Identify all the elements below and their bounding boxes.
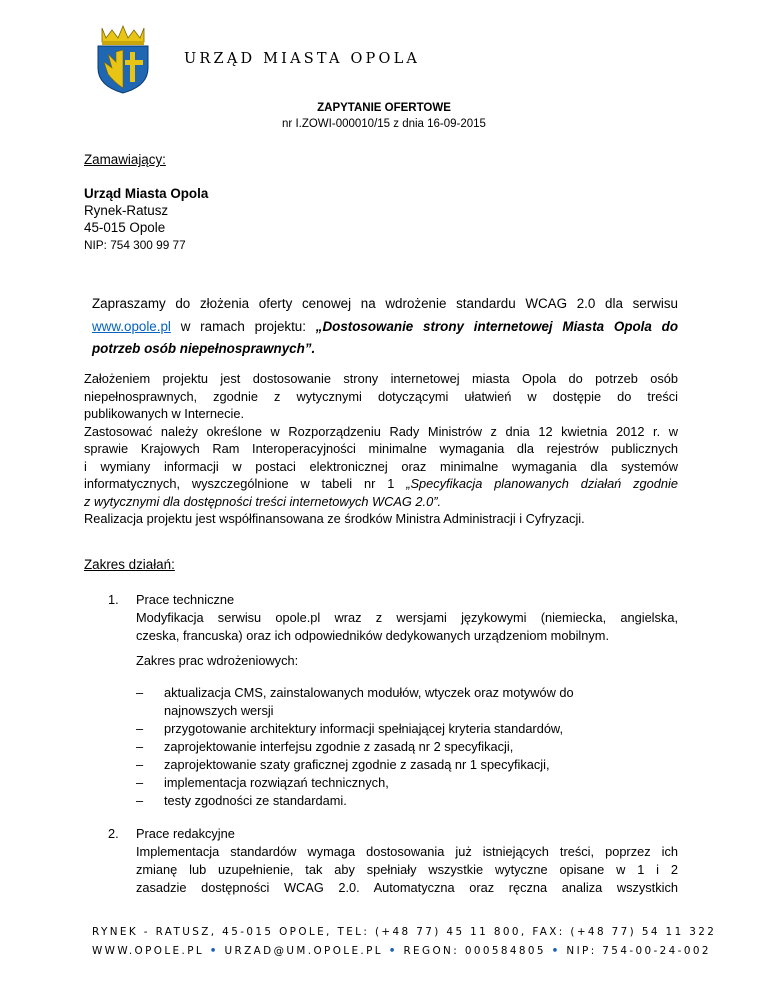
item-2-number: 2.: [108, 826, 119, 841]
item-1-body: [136, 591, 678, 645]
item-1-title: Prace techniczne: [136, 592, 235, 607]
list-item: – implementacja rozwiązań technicznych,: [136, 775, 389, 790]
description-line: Zastosować należy określone w Rozporządzeniu Rady Ministrów z dnia 12 kwietnia 2012 r. w: [84, 423, 678, 439]
project-name-b: potrzeb osób niepełnosprawnych”.: [92, 341, 316, 356]
intro-mid: w ramach projektu:: [170, 318, 316, 334]
description-line: Założeniem projektu jest dostosowanie strony internetowej miasta Opola do potrzeb osób: [84, 371, 678, 386]
footer-nip: NIP: 754-00-24-002: [566, 945, 711, 957]
orderer-label: Zamawiający:: [84, 152, 166, 167]
item-1-desc: Modyfikacja serwisu opole.pl wraz z wersjami językowymi (niemiecka, angielska,: [136, 610, 678, 625]
document-number: nr I.ZOWI-000010/15 z dnia 16-09-2015: [282, 118, 486, 130]
description-line: informatycznych, wyszczególnione w tabeli nr 1: [84, 476, 407, 491]
list-item: – zaprojektowanie interfejsu zgodnie z zasadą nr 2 specyfikacji,: [136, 739, 514, 754]
specification-title-end: z wytycznymi dla dostępności treści internetowych WCAG 2.0”.: [84, 493, 442, 509]
item-2-body: [136, 825, 678, 897]
institution-brand: URZĄD MIASTA OPOLA: [184, 51, 421, 67]
description-line: Realizacja projektu jest współfinansowana ze środków Ministra Administracji i Cyfryzacji.: [84, 511, 585, 526]
footer-address: RYNEK - RATUSZ, 45-015 OPOLE, TEL: (+48 77) 45 11 800, FAX: (+48 77) 54 11 322: [92, 926, 717, 938]
city-crest-logo: [92, 24, 154, 94]
scope-label: Zakres działań:: [84, 557, 175, 572]
item-2-title: Prace redakcyjne: [136, 826, 235, 841]
implementation-list: [136, 684, 574, 810]
item-2-desc: zmianę lub uzupełnienie, tak aby spełniały wszystkie wytyczne opisane w 1 i 2: [136, 862, 678, 877]
footer-website[interactable]: WWW.OPOLE.PL: [92, 945, 205, 957]
list-item: – testy zgodności ze standardami.: [136, 793, 347, 808]
orderer-nip: NIP: 754 300 99 77: [84, 238, 186, 252]
orderer-city: 45-015 Opole: [84, 220, 166, 235]
footer-separator: •: [551, 945, 561, 957]
footer-separator: •: [388, 945, 398, 957]
description-paragraph: [84, 370, 678, 528]
list-item: – zaprojektowanie szaty graficznej zgodnie z zasadą nr 1 specyfikacji,: [136, 757, 550, 772]
item-2-desc: zasadzie dostępności WCAG 2.0. Automatyczna oraz ręczna analiza wszystkich: [136, 880, 678, 895]
description-line: sprawie Krajowych Ram Interoperacyjności minimalne wymagania dla rejestrów publicznych: [84, 441, 678, 456]
document-title: ZAPYTANIE OFERTOWE: [317, 102, 451, 114]
footer-separator: •: [209, 945, 219, 957]
orderer-name: Urząd Miasta Opola: [84, 186, 209, 201]
implementation-scope-label: Zakres prac wdrożeniowych:: [136, 653, 299, 668]
item-2-desc: Implementacja standardów wymaga dostosowania już istniejących treści, poprzez ich: [136, 844, 678, 859]
description-line: i wymiany informacji w postaci elektronicznej oraz minimalne wymagania dla systemów: [84, 458, 678, 474]
list-item: – przygotowanie architektury informacji spełniającej kryteria standardów,: [136, 721, 564, 736]
intro-paragraph: [92, 293, 678, 361]
footer-email[interactable]: URZAD@UM.OPOLE.PL: [224, 945, 383, 957]
list-item: – aktualizacja CMS, zainstalowanych modułów, wtyczek oraz motywów do: [136, 685, 574, 700]
description-line: publikowanych w Internecie.: [84, 406, 245, 421]
orderer-street: Rynek-Ratusz: [84, 203, 169, 218]
footer-contacts: [92, 945, 711, 957]
website-link[interactable]: www.opole.pl: [92, 318, 171, 334]
item-1-desc: czeska, francuska) oraz ich odpowiedników dedykowanych urządzeniom mobilnym.: [136, 628, 609, 643]
footer-regon: REGON: 000584805: [403, 945, 546, 957]
project-name-a: „Dostosowanie strony internetowej Miasta Opola do: [315, 318, 678, 334]
intro-line-1: Zapraszamy do złożenia oferty cenowej na wdrożenie standardu WCAG 2.0 dla serwisu: [92, 296, 678, 311]
specification-title: „Specyfikacja planowanych działań zgodnie: [406, 476, 678, 491]
list-item-continuation: najnowszych wersji: [164, 703, 274, 718]
description-line: niepełnosprawnych, zgodnie z wytycznymi dotyczącymi ułatwień w dostępie do treści: [84, 388, 678, 404]
item-1-number: 1.: [108, 592, 119, 607]
